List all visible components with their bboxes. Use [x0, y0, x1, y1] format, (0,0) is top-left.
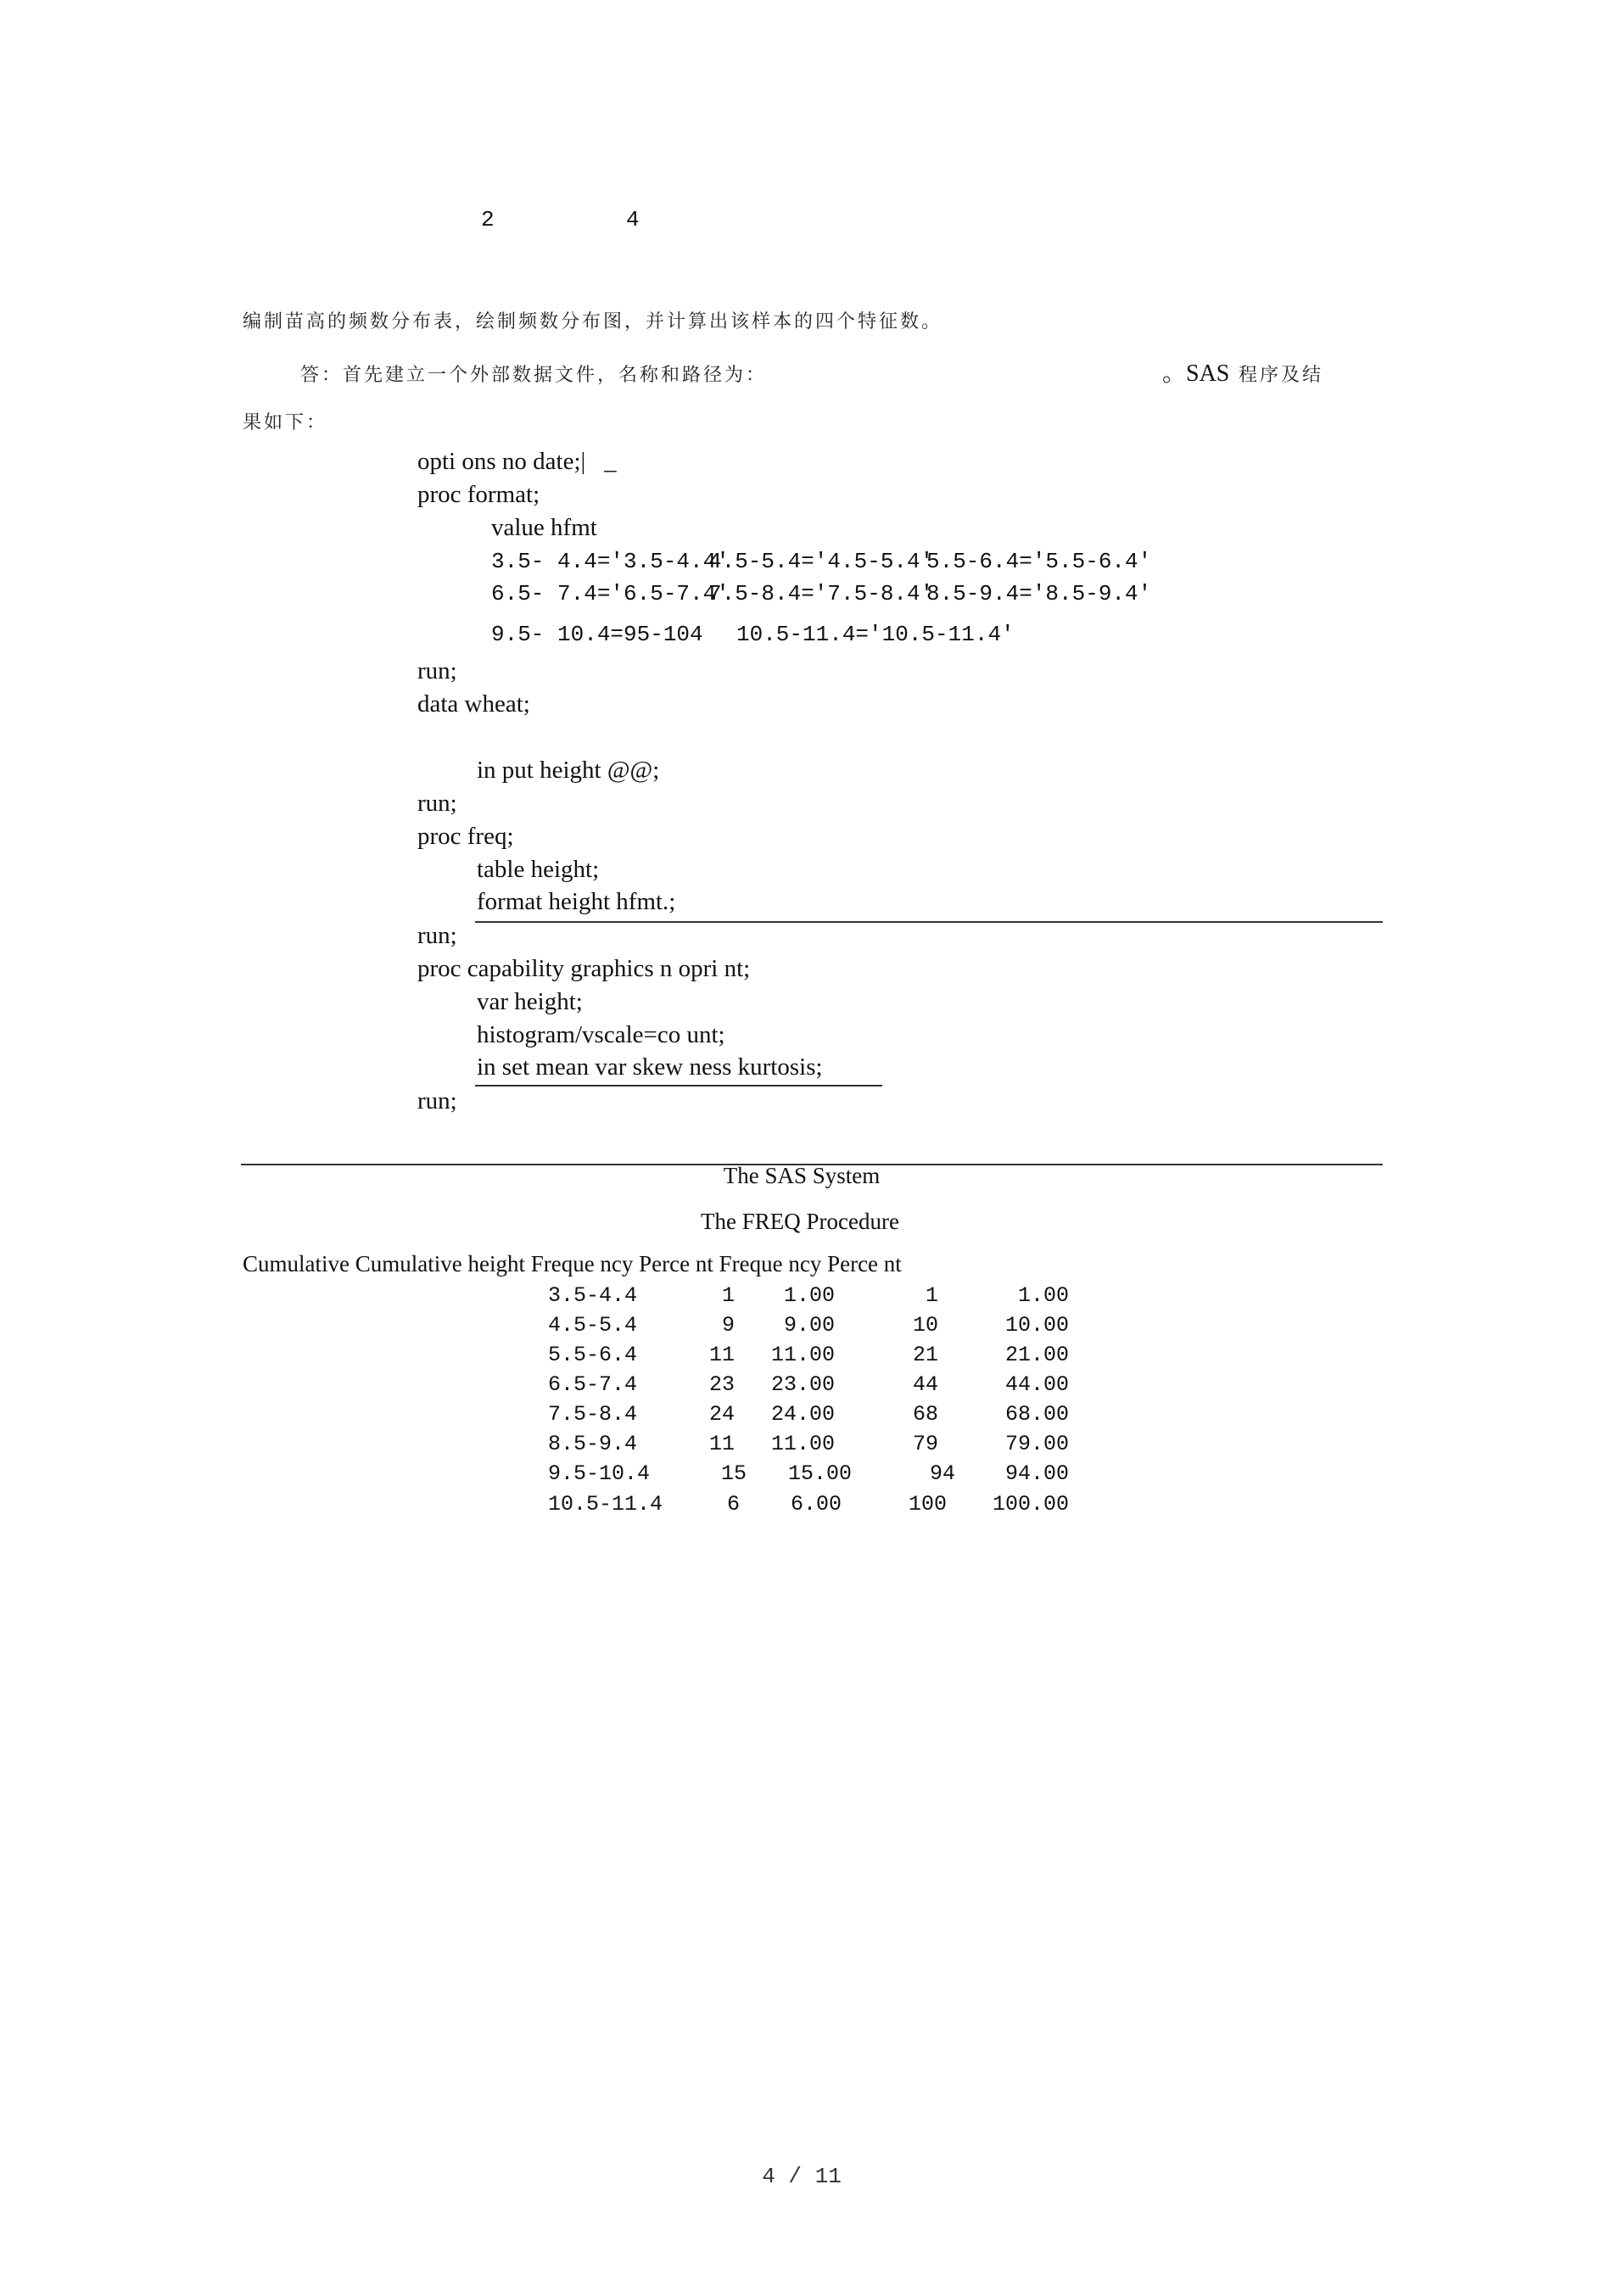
cell-percent: 1.00 [783, 1283, 835, 1308]
code-value-hfmt: value hfmt [491, 514, 597, 541]
code-format-8-5: 8.5-9.4='8.5-9.4' [926, 581, 1152, 606]
cell-height: 5.5-6.4 [548, 1343, 638, 1367]
code-format-4-5: 4.5-5.4='4.5-5.4' [708, 549, 934, 574]
cell-cumulative-frequency: 68 [912, 1402, 938, 1427]
cell-cumulative-percent: 21.00 [1004, 1343, 1069, 1367]
cell-height: 10.5-11.4 [548, 1492, 663, 1517]
code-proc-capability: proc capability graphics n opri nt; [417, 955, 751, 982]
question-text: 编制苗高的频数分布表，绘制频数分布图，并计算出该样本的四个特征数。 [243, 311, 943, 332]
code-data-wheat: data wheat; [417, 690, 530, 718]
header-digit-2: 2 [481, 207, 495, 232]
code-format-3-5: 3.5- 4.4='3.5-4.4' [491, 549, 730, 574]
code-table-height: table height; [477, 856, 600, 883]
code-format-height: format height hfmt.; [477, 888, 676, 915]
cell-percent: 23.00 [770, 1372, 835, 1397]
cell-percent: 24.00 [770, 1402, 835, 1427]
cell-cumulative-frequency: 100 [908, 1492, 947, 1517]
code-underline-inset [475, 1085, 882, 1087]
output-system-title: The SAS System [723, 1163, 881, 1188]
cell-cumulative-percent: 44.00 [1004, 1372, 1069, 1397]
cell-cumulative-percent: 10.00 [1004, 1313, 1069, 1338]
answer-line-1-sas: 。SAS [1162, 360, 1230, 387]
code-var-height: var height; [477, 988, 583, 1015]
cell-cumulative-frequency: 10 [912, 1313, 938, 1338]
cell-cumulative-frequency: 94 [929, 1461, 955, 1486]
code-format-7-5: 7.5-8.4='7.5-8.4' [708, 581, 934, 606]
code-format-10-5: 10.5-11.4='10.5-11.4' [736, 622, 1015, 647]
cell-cumulative-percent: 94.00 [1004, 1461, 1069, 1486]
cell-cumulative-percent: 79.00 [1004, 1432, 1069, 1456]
cell-cumulative-frequency: 1 [925, 1283, 938, 1308]
code-run-4: run; [417, 1087, 457, 1114]
cell-percent: 11.00 [770, 1343, 835, 1367]
cell-height: 3.5-4.4 [548, 1283, 638, 1308]
cell-cumulative-percent: 100.00 [992, 1492, 1069, 1517]
cell-height: 6.5-7.4 [548, 1372, 638, 1397]
cell-frequency: 23 [708, 1372, 735, 1397]
code-proc-format: proc format; [417, 481, 540, 508]
header-digit-4: 4 [626, 207, 640, 232]
cell-frequency: 9 [721, 1313, 735, 1338]
code-format-5-5: 5.5-6.4='5.5-6.4' [926, 549, 1152, 574]
cell-height: 9.5-10.4 [548, 1461, 651, 1486]
code-options-line: opti ons no date;| _ [417, 448, 617, 475]
cell-height: 7.5-8.4 [548, 1402, 638, 1427]
code-format-6-5: 6.5- 7.4='6.5-7.4' [491, 581, 730, 606]
code-underline-format [475, 921, 1383, 923]
output-table-header: Cumulative Cumulative height Freque ncy Perce nt Freque ncy Perce nt [243, 1251, 902, 1276]
output-proc-title: The FREQ Procedure [701, 1209, 899, 1234]
cell-frequency: 11 [708, 1432, 735, 1456]
cell-frequency: 6 [726, 1492, 740, 1517]
answer-line-1-start: 答：首先建立一个外部数据文件，名称和路径为： [300, 365, 768, 386]
cell-cumulative-percent: 1.00 [1017, 1283, 1069, 1308]
cell-cumulative-frequency: 44 [912, 1372, 938, 1397]
cell-frequency: 11 [708, 1343, 735, 1367]
cell-percent: 11.00 [770, 1432, 835, 1456]
code-inset: in set mean var skew ness kurtosis; [477, 1053, 823, 1081]
cell-percent: 15.00 [787, 1461, 852, 1486]
cell-frequency: 15 [720, 1461, 747, 1486]
cell-cumulative-percent: 68.00 [1004, 1402, 1069, 1427]
cell-cumulative-frequency: 79 [912, 1432, 938, 1456]
page-number: 4 / 11 [762, 2164, 842, 2189]
cell-frequency: 1 [721, 1283, 735, 1308]
code-histogram: histogram/vscale=co unt; [477, 1021, 725, 1048]
code-proc-freq: proc freq; [417, 823, 514, 850]
cell-height: 4.5-5.4 [548, 1313, 638, 1338]
answer-line-2: 果如下： [243, 412, 328, 433]
cell-percent: 9.00 [783, 1313, 835, 1338]
code-run-2: run; [417, 790, 457, 817]
code-input: in put height @@; [477, 757, 660, 784]
cell-height: 8.5-9.4 [548, 1432, 638, 1456]
code-run-1: run; [417, 657, 457, 684]
cell-frequency: 24 [708, 1402, 735, 1427]
code-format-9-5: 9.5- 10.4=95-104 [491, 622, 703, 647]
cell-percent: 6.00 [790, 1492, 842, 1517]
code-run-3: run; [417, 922, 457, 949]
answer-line-1-end: 程序及结 [1239, 365, 1324, 386]
cell-cumulative-frequency: 21 [912, 1343, 938, 1367]
